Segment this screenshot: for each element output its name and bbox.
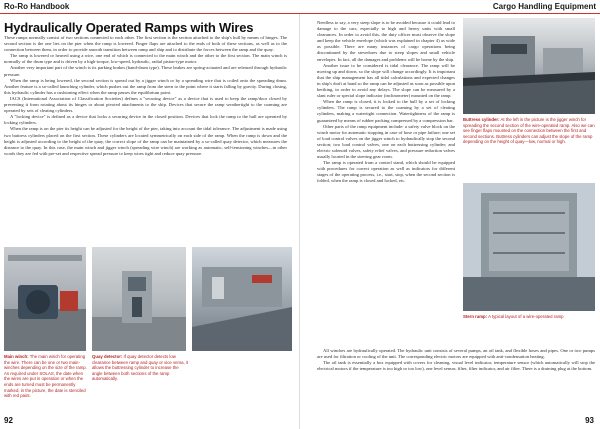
paragraph: Another very important part of the winch is its parking brakes (band-drum type). These brakes are spring-actuated and are released through hydraulic pressure. [4, 65, 287, 77]
caption-lead: Stern ramp: [463, 314, 488, 319]
page-number-right: 93 [585, 416, 594, 425]
section-heading: Hydraulically Operated Ramps with Wires [4, 20, 254, 35]
right-text-column [317, 20, 455, 185]
paragraph: The oil tank is essentially a box equipped with covers for cleaning, visual level indicator, temperature sensor (which automatically will stop the electrical motors if the temperature is too high or too low), one level sensor, filter, filter indicator, and air filter. There is a draining plug at the bottom. [317, 360, 595, 372]
ramp-deck-photo [192, 247, 292, 351]
paragraph: Another issue to be considered is tidal clearance. The ramp will be moving up and down, so the slope will change accordingly. It is important that the ship management has all tidal calculations and expected changes in ship's draft at hand so the ramp can be adjusted as soon as possible upon berthing, in order to avoid any delays. The slope can be measured by a slant ruler or special slope indicator (inclinometer) mounted on the ramp. [317, 62, 455, 99]
paragraph: The ramp is operated from a control stand, which should be equipped with procedures for correct operation as well as indicators for different stages of the operating process, i.e., start, stop, when the second section is folded, when the ramp is closed and locked, etc. [317, 160, 455, 184]
paragraph: All winches are hydraulically operated. The hydraulic unit consists of several pumps, an oil tank, and flexible hoses and pipes. One or two pumps are used for filtration or cooling of the unit. The corresponding electric motors are equipped with anti-condensation heating. [317, 348, 595, 360]
page-gutter [299, 14, 300, 429]
stern-ramp-photo [463, 183, 595, 311]
paragraph: Other parts of the ramp equipment include: a safety valve block on the winch motor for automatic stopping in case of hose or pipe failure; one set of load control valves on the jigger winch to hydraulically stop the second section; two load control valves, one on each buttressing cylinder; and electric solenoid valves, safety relief valves, and pressure reduction valves usually located in the steering gear room. [317, 123, 455, 160]
paragraph: When the ramp is closed, it is locked to the hull by a set of locking cylinders. The ramp is secured to the coaming by a set of cleating cylinders, making a watertight connection. Watertightness of the ramp is guaranteed by means of rubber packing compressed by a compression bar. [317, 99, 455, 123]
paragraph: When the ramp is being lowered, the second section is spread out by a jigger winch or by a spreading wire that is coiled onto the spreading drum. Another feature is a so-called launching cylinder, which pushes out the ramp from the stern to the point where it starts falling by gravity. During closing, this hydraulic cylinder has a cushioning effect when the ramp passes the equilibrium point. [4, 77, 287, 95]
buttress-illustration [463, 18, 595, 114]
caption-text: A typical layout of a wire-operated ramp [487, 314, 564, 319]
bottom-text-block [317, 348, 595, 372]
winch-illustration [4, 247, 86, 351]
caption-lead: Main winch: [4, 354, 29, 359]
caption-quay-detector [92, 354, 188, 382]
paragraph: These ramps normally consist of two sections connected to each other. The first section is the section attached to the ship's hull by means of hinges. The second section is the one lies on the pier when the ramp is lowered. Finger flaps are attached to the ends of both of these sections, as well as to the connection between them, in order to provide smooth transition between ramp and ship and to distribute the forces between the ramp and the quay. [4, 35, 287, 53]
caption-text: If quay detector detects low clearance between ramp and quay or vice versa, it allows the buttressing cylinder to increase the angle between both sections of the ramp automatically. [92, 354, 189, 382]
stern-ramp-illustration [463, 183, 595, 311]
page-number-left: 92 [4, 416, 13, 425]
book-title: Ro-Ro Handbook [4, 2, 70, 11]
caption-text: The main winch for operating the wire. There can be one or two main-winches depending on the size of the ramp. As required under SOLAS, the date when the wires are put in operation or when the ends are turned must be permanently marked, in the picture, the date is stenciled with red paint. [4, 354, 87, 399]
left-text-column [4, 35, 287, 157]
quay-detector-photo [92, 247, 186, 351]
caption-lead: Buttress cylinder: [463, 117, 500, 122]
running-header [0, 0, 600, 14]
detector-illustration [92, 247, 186, 351]
paragraph: IACS (International Association of Classification Societies) defines a "securing device" as a device that is used to keep the ramp/door closed by preventing it from rotating about its hinges or about pivoted attachments to the ship. Devices that secure the ramp weathertight to the coaming are operated by sets of cleating cylinders. [4, 95, 287, 114]
main-winch-photo [4, 247, 86, 351]
caption-text: At the left in the picture is the jigger winch for spreading the second section of the wire-operated ramp. Also we can see finger flaps mounted on the connection between the first and second sections. Buttress cylinders can adjust the slope of the ramp depending on the height of quay—low, normal or high. [463, 117, 595, 145]
paragraph: A "locking device" is defined as a device that locks a securing device in the closed position. Devices that lock the ramp to the hull are operated by locking cylinders. [4, 114, 287, 126]
caption-buttress-cylinder [463, 117, 595, 145]
buttress-cylinder-photo [463, 18, 595, 114]
paragraph: Needless to say, a very steep slope is to be avoided because it could lead to damage to the cars, especially to high and heavy units with small clearances. In order to avoid this, the duty officer must observe the slope and keep the vehicle envelope (which was explained in chapter 4) as wide as possible. There are many instances of cargo operations being discontinued by the stevedores due to steep slopes and small vehicle envelopes. In fact, all the damages and problems will be borne by the ship. [317, 20, 455, 62]
header-rule [0, 13, 600, 14]
chapter-title: Cargo Handling Equipment [492, 2, 596, 11]
caption-stern-ramp [463, 314, 595, 320]
paragraph: When the ramp is on the pier its height can be adjusted for the height of the pier, taking into account the tidal tolerance. The adjustment is made using two buttress cylinders placed on the first section. These cylinders are located symmetrically on each side of the ramp. When the ramp is down and the height is adjusted according to the height of the quay, the correct slope of the ramp can be maintained by a so-called quay detector, which measures the distance to the quay. In this case, the main winch and jigger winch (spreading wire winch) are working as automatic, self-tensioning winches—in other words they are fed with pre-set and respective spread pressure to keep wires tight and reduce quay pressure. [4, 126, 287, 156]
caption-main-winch [4, 354, 88, 399]
caption-lead: Quay detector: [92, 354, 123, 359]
ramp-deck-illustration [192, 247, 292, 351]
paragraph: The ramp is lowered or heaved using a wire, one end of which is connected to the main winch and the other to the first section. The main winch is normally of the drum type and is driven by a high-torque, low-speed, hydraulic, radial piston-type motor. [4, 53, 287, 65]
